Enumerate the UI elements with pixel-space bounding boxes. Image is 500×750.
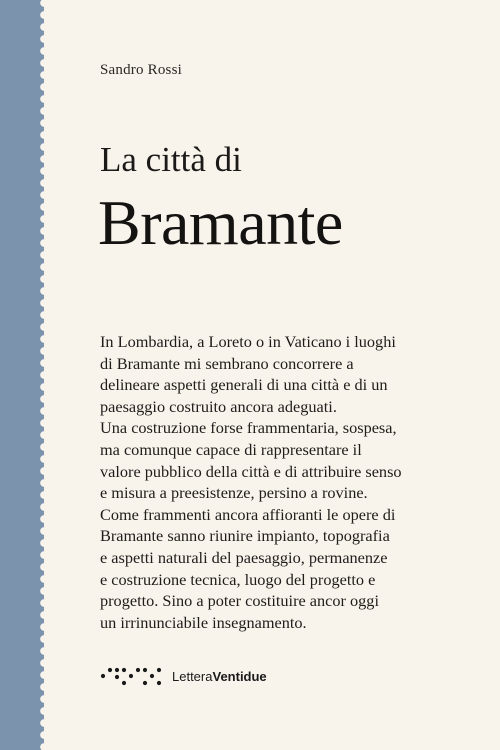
publisher-name — [172, 669, 267, 684]
blurb-line: Bramante sanno riunire impianto, topografia — [100, 526, 390, 546]
publisher-logo — [100, 662, 267, 690]
title-line-2: Bramante — [98, 187, 343, 258]
blurb-line: Come frammenti ancora affioranti le opere di — [100, 504, 396, 524]
author-name: Sandro Rossi — [100, 62, 182, 78]
blurb-line: Una costruzione forse frammentaria, sospesa, — [100, 418, 397, 438]
blurb-line: delineare aspetti generali di una città e di un — [100, 375, 388, 395]
blurb-line: di Bramante mi sembrano concorrere a — [100, 353, 354, 373]
publisher-name-part1: Lettera — [172, 668, 213, 684]
blurb-line: e costruzione tecnica, luogo del progetto e — [100, 569, 376, 589]
dots-mark-icon — [100, 664, 166, 688]
blurb-line: e aspetti naturali del paesaggio, permanenze — [100, 547, 388, 567]
blurb-line: progetto. Sino a poter costituire ancor oggi — [100, 591, 379, 611]
blurb-line: e misura a preesistenze, persino a rovine. — [100, 483, 368, 503]
blurb-line: In Lombardia, a Loreto o in Vaticano i luoghi — [100, 332, 396, 351]
blurb-line: paesaggio costruito ancora adeguati. — [100, 396, 337, 416]
blurb-line: valore pubblico della città e di attribuire senso — [100, 461, 402, 481]
blurb-line: ma comunque capace di rappresentare il — [100, 439, 362, 459]
publisher-name-part2: Ventidue — [212, 668, 267, 684]
blurb-text — [100, 331, 440, 633]
perforated-edge — [38, 0, 50, 750]
blurb-line: un irrinunciabile insegnamento. — [100, 612, 307, 632]
title-line-1: La città di — [100, 140, 242, 179]
